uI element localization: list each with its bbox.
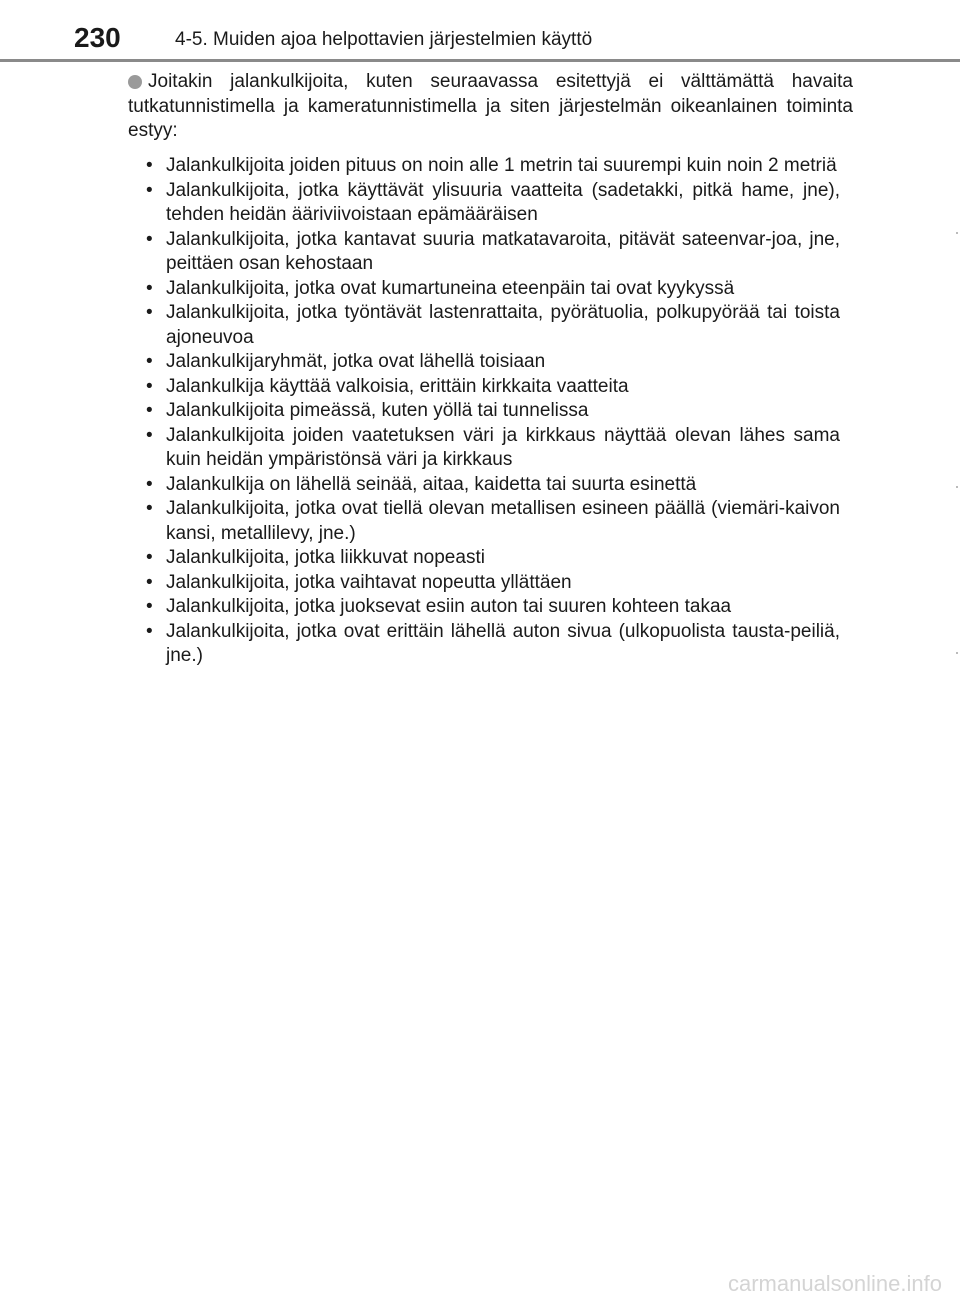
page-number: 230 bbox=[74, 22, 121, 53]
list-item-text: Jalankulkijoita, jotka käyttävät ylisuuria vaatteita (sadetakki, pitkä hame, jne), tehden heidän ääriviivoistaan epämääräisen bbox=[166, 179, 840, 225]
bullet-dot-icon: • bbox=[146, 620, 153, 642]
list-item-text: Jalankulkijaryhmät, jotka ovat lähellä toisiaan bbox=[166, 351, 546, 372]
list-item-text: Jalankulkijoita joiden vaatetuksen väri ja kirkkaus näyttää olevan lähes sama kuin heidän ympäristönsä väri ja kirkkaus bbox=[166, 424, 840, 470]
bullet-dot-icon: • bbox=[146, 400, 153, 421]
list-item bbox=[146, 571, 840, 596]
list-item bbox=[146, 375, 840, 400]
list-item-text: Jalankulkijoita joiden pituus on noin alle 1 metrin tai suurempi kuin noin 2 metriä bbox=[166, 155, 837, 176]
header-divider bbox=[0, 59, 960, 62]
list-item bbox=[146, 473, 840, 498]
list-item-text: Jalankulkijoita, jotka kantavat suuria matkatavaroita, pitävät sateenvar-joa, jne, peittäen osan kehostaan bbox=[166, 228, 840, 274]
list-item-text: Jalankulkijoita, jotka ovat kumartuneina eteenpäin tai ovat kyykyssä bbox=[166, 277, 735, 299]
list-item bbox=[146, 399, 840, 424]
list-item bbox=[146, 228, 840, 277]
page-header bbox=[0, 0, 960, 62]
bullet-dot-icon: • bbox=[146, 571, 153, 593]
bullet-dot-icon: • bbox=[146, 596, 153, 617]
watermark: carmanualsonline.info bbox=[727, 1271, 942, 1296]
intro-paragraph: Joitakin jalankulkijoita, kuten seuraavassa esitettyjä ei välttämättä havaita tutkatunnistimella ja kameratunnistimella ja siten järjestelmän oikeanlainen toiminta estyy: bbox=[128, 71, 853, 141]
bullet-dot-icon: • bbox=[146, 498, 153, 519]
bullet-dot-icon: • bbox=[146, 155, 153, 176]
section-title: 4-5. Muiden ajoa helpottavien järjestelmien käyttö bbox=[175, 29, 593, 50]
bullet-dot-icon: • bbox=[146, 277, 153, 299]
list-item-text: Jalankulkijoita, jotka liikkuvat nopeasti bbox=[166, 547, 485, 568]
list-item-text: Jalankulkijoita, jotka ovat erittäin lähellä auton sivua (ulkopuolista tausta-peiliä, jne.) bbox=[166, 620, 840, 666]
list-item bbox=[146, 620, 840, 669]
list-item bbox=[146, 350, 840, 375]
bullet-dot-icon: • bbox=[146, 228, 153, 250]
list-item-text: Jalankulkija on lähellä seinää, aitaa, kaidetta tai suurta esinettä bbox=[166, 473, 697, 495]
list-item bbox=[146, 424, 840, 473]
bullet-dot-icon: • bbox=[146, 351, 153, 372]
list-item bbox=[146, 301, 840, 350]
list-item bbox=[146, 179, 840, 228]
pedestrian-list bbox=[146, 154, 840, 669]
bullet-dot-icon: • bbox=[146, 547, 153, 568]
list-item bbox=[146, 154, 840, 179]
edge-mark bbox=[956, 652, 958, 654]
list-item-text: Jalankulkijoita, jotka vaihtavat nopeutta yllättäen bbox=[166, 571, 572, 593]
edge-mark bbox=[956, 232, 958, 234]
list-item bbox=[146, 277, 840, 302]
list-item bbox=[146, 497, 840, 546]
bullet-dot-icon: • bbox=[146, 424, 153, 446]
bullet-dot-icon: • bbox=[146, 473, 153, 495]
list-item bbox=[146, 546, 840, 571]
list-item-text: Jalankulkijoita, jotka juoksevat esiin auton tai suuren kohteen takaa bbox=[166, 596, 732, 617]
list-item-text: Jalankulkija käyttää valkoisia, erittäin kirkkaita vaatteita bbox=[166, 375, 629, 397]
edge-mark bbox=[956, 486, 958, 488]
bullet-dot-icon: • bbox=[146, 375, 153, 397]
list-item-text: Jalankulkijoita, jotka ovat tiellä olevan metallisen esineen päällä (viemäri-kaivon kansi, metallilevy, jne.) bbox=[166, 498, 840, 544]
bullet-dot-icon: • bbox=[146, 179, 153, 201]
list-item-text: Jalankulkijoita, jotka työntävät lastenrattaita, pyörätuolia, polkupyörää tai toista ajoneuvoa bbox=[166, 302, 840, 348]
list-item-text: Jalankulkijoita pimeässä, kuten yöllä tai tunnelissa bbox=[166, 400, 589, 421]
list-item bbox=[146, 595, 840, 620]
bullet-dot-icon: • bbox=[146, 302, 153, 323]
